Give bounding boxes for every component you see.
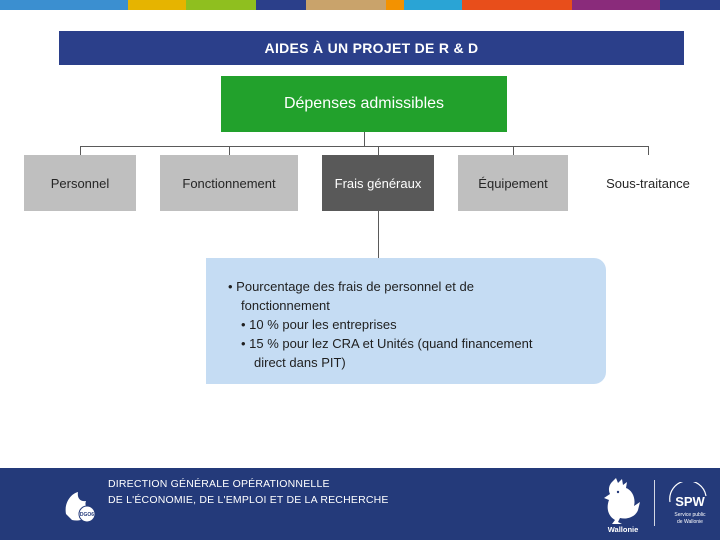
top-strip-segment bbox=[306, 0, 386, 10]
logo-divider bbox=[654, 480, 655, 526]
child-node-fonctionnement bbox=[160, 155, 298, 211]
child-node-label: Équipement bbox=[478, 175, 548, 191]
child-connector-fonctionnement bbox=[229, 146, 230, 155]
child-node-label: Frais généraux bbox=[334, 175, 422, 191]
child-connector-sous-traitance bbox=[648, 146, 649, 155]
top-strip-segment bbox=[386, 0, 404, 10]
child-node-personnel bbox=[24, 155, 136, 211]
root-connector-vertical bbox=[364, 132, 365, 146]
wallonie-rooster-logo-icon bbox=[598, 476, 648, 534]
dgo6-logo-icon bbox=[60, 484, 98, 524]
note-connector bbox=[378, 211, 379, 258]
slide-title-text: AIDES À UN PROJET DE R & D bbox=[264, 40, 479, 56]
child-node-label: Fonctionnement bbox=[182, 175, 276, 191]
top-strip-segment bbox=[128, 0, 186, 10]
top-strip-segment bbox=[462, 0, 572, 10]
children-connector-horizontal bbox=[80, 146, 649, 147]
note-line: • 10 % pour les entreprises bbox=[241, 317, 397, 332]
spw-sub-line2: de Wallonie bbox=[677, 519, 703, 525]
child-connector-frais-generaux bbox=[378, 146, 379, 155]
spw-sub-line1: Service public bbox=[674, 512, 706, 518]
child-connector-equipement bbox=[513, 146, 514, 155]
top-strip-segment bbox=[186, 0, 256, 10]
wallonie-logo-text: Wallonie bbox=[607, 525, 639, 534]
frais-generaux-note bbox=[206, 258, 606, 384]
note-line: direct dans PIT) bbox=[254, 355, 346, 370]
top-strip-segment bbox=[660, 0, 720, 10]
slide-title bbox=[59, 31, 684, 65]
child-node-label: Personnel bbox=[50, 175, 110, 191]
top-strip-segment bbox=[572, 0, 660, 10]
root-node-depenses-admissibles bbox=[221, 76, 507, 132]
note-line: fonctionnement bbox=[241, 298, 330, 313]
top-color-strip bbox=[0, 0, 720, 10]
child-node-frais-generaux bbox=[322, 155, 434, 211]
child-connector-personnel bbox=[80, 146, 81, 155]
dgo6-badge-text: DGO6 bbox=[79, 512, 95, 518]
note-line: • Pourcentage des frais de personnel et de bbox=[228, 279, 474, 294]
child-node-equipement bbox=[458, 155, 568, 211]
top-strip-segment bbox=[0, 0, 128, 10]
top-strip-segment bbox=[256, 0, 306, 10]
footer-direction-line1: DIRECTION GÉNÉRALE OPÉRATIONNELLE bbox=[108, 478, 330, 490]
spw-logo-icon bbox=[664, 482, 712, 528]
spw-logo-text: SPW bbox=[675, 494, 705, 509]
top-strip-segment bbox=[404, 0, 462, 10]
child-node-sous-traitance bbox=[592, 155, 704, 211]
root-node-label: Dépenses admissibles bbox=[283, 95, 445, 112]
note-line: • 15 % pour lez CRA et Unités (quand financement bbox=[241, 336, 533, 351]
footer-direction-line2: DE L'ÉCONOMIE, DE L'EMPLOI ET DE LA RECHERCHE bbox=[108, 494, 389, 506]
child-node-label: Sous-traitance bbox=[606, 175, 690, 191]
